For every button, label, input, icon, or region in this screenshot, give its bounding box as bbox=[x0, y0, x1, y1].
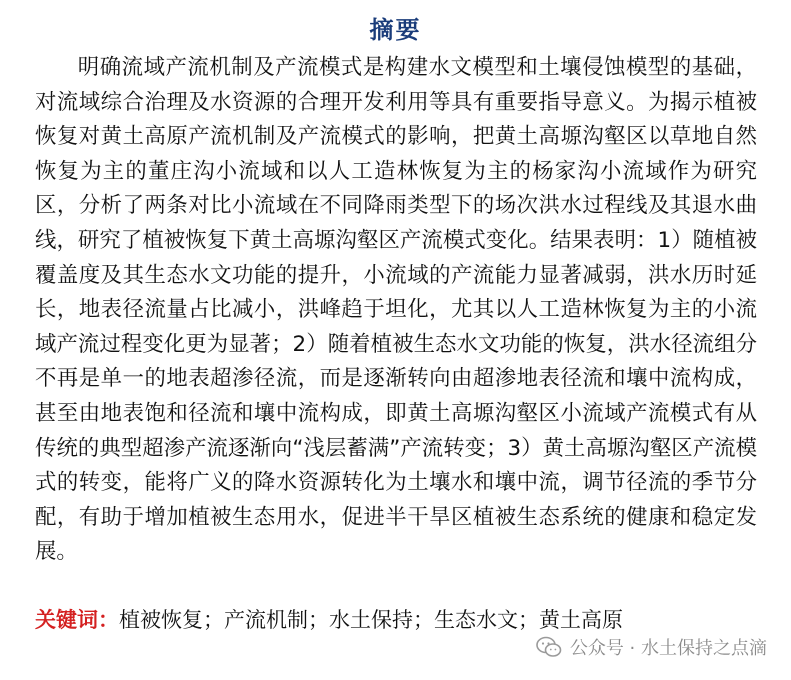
keywords-value: 植被恢复；产流机制；水土保持；生态水文；黄土高原 bbox=[119, 608, 623, 632]
abstract-body: 明确流域产流机制及产流模式是构建水文模型和土壤侵蚀模型的基础，对流域综合治理及水资源的合理开发利用等具有重要指导意义。为揭示植被恢复对黄土高原产流机制及产流模式的影响，把黄土高塬沟壑区以草地自然恢复为主的董庄沟小流域和以人工造林恢复为主的杨家沟小流域作为研究区，分析了两条对比小流域在不同降雨类型下的场次洪水过程线及其退水曲线，研究了植被恢复下黄土高塬沟壑区产流模式变化。结果表明：1）随植被覆盖度及其生态水文功能的提升，小流域的产流能力显著减弱，洪水历时延长，地表径流量占比减小，洪峰趋于坦化，尤其以人工造林恢复为主的小流域产流过程变化更为显著；2）随着植被生态水文功能的恢复，洪水径流组分不再是单一的地表超渗径流，而是逐渐转向由超渗地表径流和壤中流构成，甚至由地表饱和径流和壤中流构成，即黄土高塬沟壑区小流域产流模式有从传统的典型超渗产流逐渐向“浅层蓄满”产流转变；3）黄土高塬沟壑区产流模式的转变，能将广义的降水资源转化为土壤水和壤中流，调节径流的季节分配，有助于增加植被生态用水，促进半干旱区植被生态系统的健康和稳定发展。 bbox=[35, 55, 757, 565]
watermark-text: 公众号 · 水土保持之点滴 bbox=[569, 638, 767, 659]
keywords-label: 关键词： bbox=[35, 608, 119, 632]
keywords-line bbox=[35, 604, 623, 636]
watermark bbox=[536, 634, 767, 660]
wechat-icon bbox=[536, 636, 562, 658]
abstract-heading: 摘要 bbox=[369, 16, 422, 44]
